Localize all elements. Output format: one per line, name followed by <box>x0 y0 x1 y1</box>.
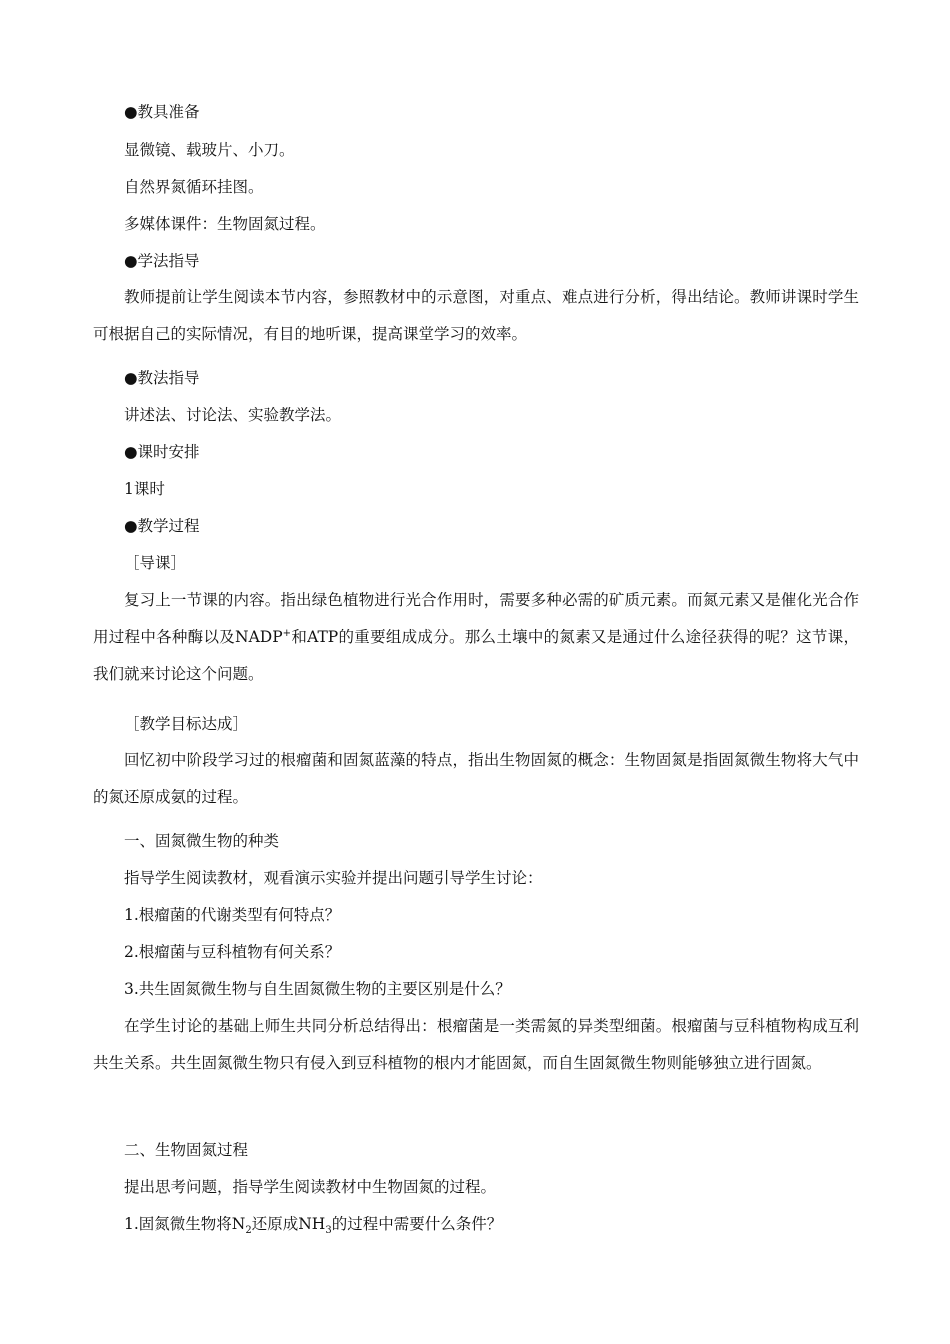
subscript: 3 <box>325 1225 332 1237</box>
section-heading-study-guidance: ●学法指导 <box>124 252 200 270</box>
section-heading-teaching-aids: ●教具准备 <box>124 103 200 121</box>
question-item: 2.根瘤菌与豆科植物有何关系？ <box>124 943 341 961</box>
section-heading-schedule: ●课时安排 <box>124 443 200 461</box>
text-line: 显微镜、载玻片、小刀。 <box>124 141 295 159</box>
text-line: 讲述法、讨论法、实验教学法。 <box>124 406 342 424</box>
subheading-objectives: ［教学目标达成］ <box>124 715 249 733</box>
question-text: 的过程中需要什么条件？ <box>331 1215 503 1233</box>
superscript: + <box>282 627 292 639</box>
text-line: 自然界氮循环挂图。 <box>124 178 264 196</box>
question-item: 1.根瘤菌的代谢类型有何特点？ <box>124 906 341 924</box>
subheading-fixation-process: 二、生物固氮过程 <box>124 1141 249 1159</box>
paragraph: 教师提前让学生阅读本节内容，参照教材中的示意图，对重点、难点进行分析，得出结论。教师讲课时学生可根据自己的实际情况，有目的地听课，提高课堂学习的效率。 <box>93 288 859 343</box>
question-item <box>124 1214 503 1237</box>
text-line: 1课时 <box>124 480 165 498</box>
section-heading-teaching-method: ●教法指导 <box>124 369 200 387</box>
text-line: 提出思考问题，指导学生阅读教材中生物固氮的过程。 <box>124 1178 497 1196</box>
text-line: 指导学生阅读教材，观看演示实验并提出问题引导学生讨论： <box>124 869 543 887</box>
question-item: 3.共生固氮微生物与自生固氮微生物的主要区别是什么？ <box>124 980 511 998</box>
section-heading-teaching-process: ●教学过程 <box>124 517 200 535</box>
text-line: 多媒体课件：生物固氮过程。 <box>124 215 326 233</box>
subscript: 2 <box>245 1225 252 1237</box>
paragraph-text: 和ATP的重要组成成分。那么土壤中的氮素又是通过什么途径获得的呢？这节课，我们就来讨论这个问题。 <box>93 628 859 683</box>
paragraph: 在学生讨论的基础上师生共同分析总结得出：根瘤菌是一类需氮的异类型细菌。根瘤菌与豆科植物构成互利共生关系。共生固氮微生物只有侵入到豆科植物的根内才能固氮，而自生固氮微生物则能够独立进行固氮。 <box>93 1017 859 1072</box>
question-text: 1.固氮微生物将N <box>124 1215 246 1233</box>
paragraph <box>93 582 859 693</box>
subheading-intro: ［导课］ <box>124 554 187 572</box>
paragraph: 回忆初中阶段学习过的根瘤菌和固氮蓝藻的特点，指出生物固氮的概念：生物固氮是指固氮微生物将大气中的氮还原成氨的过程。 <box>93 751 859 806</box>
subheading-microbe-types: 一、固氮微生物的种类 <box>124 832 280 850</box>
question-text: 还原成NH <box>251 1215 326 1233</box>
paragraph-text: 复习上一节课的内容。指出绿色植物进行光合作用时，需要多种必需的矿质元素。而氮元素又是催化光合作用过程中各种酶以及NADP <box>93 591 859 646</box>
